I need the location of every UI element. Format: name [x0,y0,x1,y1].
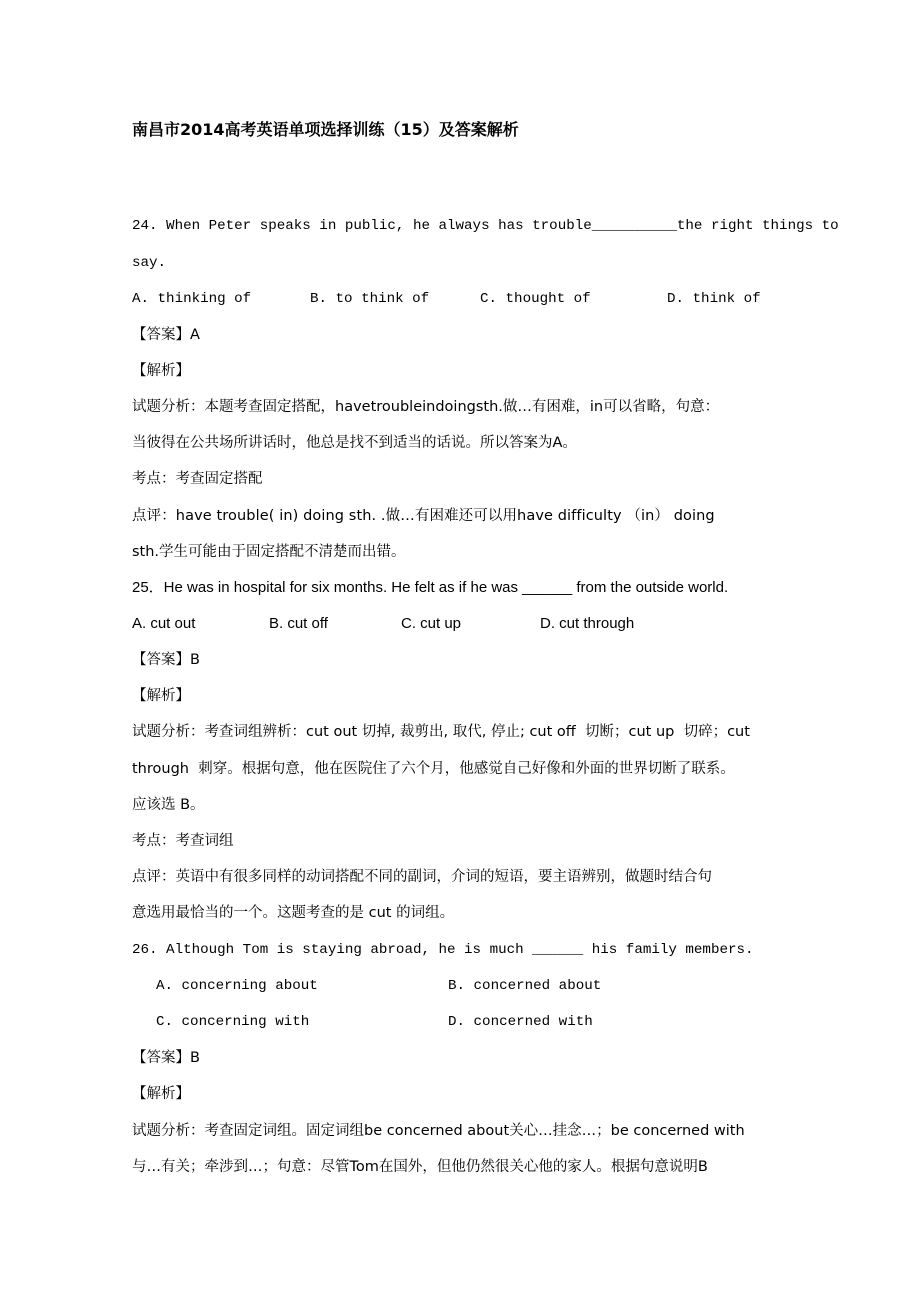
analysis-label: 【解析】 [132,688,190,704]
answer-line: 【答案】A [132,327,200,343]
question-stem-line: 24. When Peter speaks in public, he always has trouble__________the right things to [132,218,839,234]
analysis-label: 【解析】 [132,1086,190,1102]
option-a: A. cut out [132,615,196,632]
comment-text: sth.学生可能由于固定搭配不清楚而出错。 [132,544,406,560]
analysis-label: 【解析】 [132,363,190,379]
option-b: B. concerned about [448,978,602,994]
answer-line: 【答案】B [132,652,200,668]
analysis-text: 试题分析：考查词组辨析：cut out 切掉, 裁剪出, 取代, 停止; cut off 切断；cut up 切碎；cut [132,724,750,740]
option-d: D. cut through [540,615,635,632]
option-a: A. concerning about [156,978,318,994]
comment-text: 点评：have trouble( in) doing sth. .做…有困难还可以用have difficulty （in） doing [132,508,715,524]
analysis-text: through 刺穿。根据句意，他在医院住了六个月，他感觉自己好像和外面的世界切断了联系。 [132,761,735,777]
analysis-text: 试题分析：考查固定词组。固定词组be concerned about关心…挂念…；be concerned with [132,1123,745,1139]
analysis-text: 试题分析：本题考查固定搭配，havetroubleindoingsth.做…有困难，in可以省略，句意： [132,399,720,415]
option-b: B. cut off [269,615,328,632]
comment-text: 意选用最恰当的一个。这题考查的是 cut 的词组。 [132,905,455,921]
test-point: 考点：考查词组 [132,833,234,849]
comment-text: 点评：英语中有很多同样的动词搭配不同的副词，介词的短语，要主语辨别，做题时结合句 [132,869,712,885]
question-stem-line: say. [132,255,167,271]
option-d: D. think of [667,291,761,307]
analysis-text: 应该选 B。 [132,797,205,813]
question-stem-line: 26. Although Tom is staying abroad, he is much ______ his family members. [132,942,754,958]
analysis-text: 与…有关；牵涉到…；句意：尽管Tom在国外，但他仍然很关心他的家人。根据句意说明B [132,1159,708,1175]
option-c: C. thought of [480,291,591,307]
analysis-text: 当彼得在公共场所讲话时，他总是找不到适当的话说。所以答案为A。 [132,435,577,451]
option-b: B. to think of [310,291,430,307]
option-c: C. cut up [401,615,462,632]
option-d: D. concerned with [448,1014,593,1030]
question-stem-line: 25．He was in hospital for six months. He felt as if he was ______ from the outside world. [132,579,729,596]
option-c: C. concerning with [156,1014,310,1030]
document-title: 南昌市2014高考英语单项选择训练（15）及答案解析 [132,120,519,139]
test-point: 考点：考查固定搭配 [132,471,263,487]
option-a: A. thinking of [132,291,252,307]
answer-line: 【答案】B [132,1050,200,1066]
